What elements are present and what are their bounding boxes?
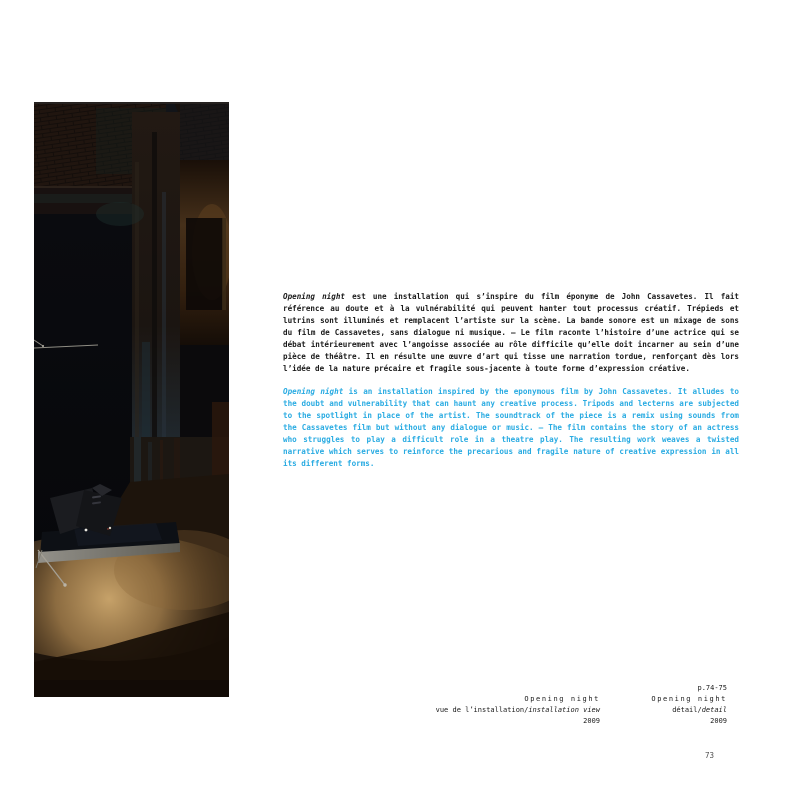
text-column: [283, 283, 739, 477]
installation-photo-art: [34, 102, 229, 697]
work-title-english: Opening night: [283, 386, 344, 396]
caption-detail: [651, 683, 727, 727]
caption-year: 2009: [583, 717, 600, 725]
paragraph-english-body: is an installation inspired by the eponymous film by John Cassavetes. It alludes to the doubt and vulnerability that can haunt any creative process. Tripods and lecterns are subjected to the spotlight in place of the artist. The soundtrack of the piece is a remix using sounds from the Cassavetes film but without any dialogue or music. — The film contains the story of an actress who struggles to play a difficult role in a theatre play. The resulting work weaves a twisted narrative which serves to reinforce the precarious and fragile nature of creative expression in all its different forms.: [283, 386, 739, 468]
caption-pages: p.74-75: [697, 684, 727, 692]
caption-installation-view: [436, 694, 600, 727]
caption-year: 2009: [710, 717, 727, 725]
caption-title: Opening night: [651, 695, 727, 703]
page-number: 73: [704, 751, 714, 760]
caption-title: Opening night: [524, 695, 600, 703]
paragraph-french-body: est une installation qui s’inspire du film éponyme de John Cassavetes. Il fait référence au doute et à la vulnérabilité qui peuvent hanter tout processus créatif. Trépieds et lutrins sont illuminés et remplacent l’artiste sur la scène. La bande sonore est un mixage de sons du film de Cassavetes, sans dialogue ni musique. — Le film raconte l’histoire d’une actrice qui se débat intérieurement avec l’angoisse associée au rôle difficile qu’elle doit incarner au sein d’une pièce de théâtre. Il en résulte une œuvre d’art qui tisse une narration tordue, renforçant dès lors l’idée de la nature précaire et fragile sous-jacente à toute forme d’expression créative.: [283, 291, 739, 373]
paragraph-french: [283, 291, 739, 375]
installation-photo: [34, 102, 229, 697]
caption-medium: vue de l’installation/installation view: [435, 706, 600, 714]
work-title-french: Opening night: [283, 291, 345, 301]
paragraph-english: [283, 386, 739, 470]
caption-medium: détail/detail: [672, 706, 727, 714]
